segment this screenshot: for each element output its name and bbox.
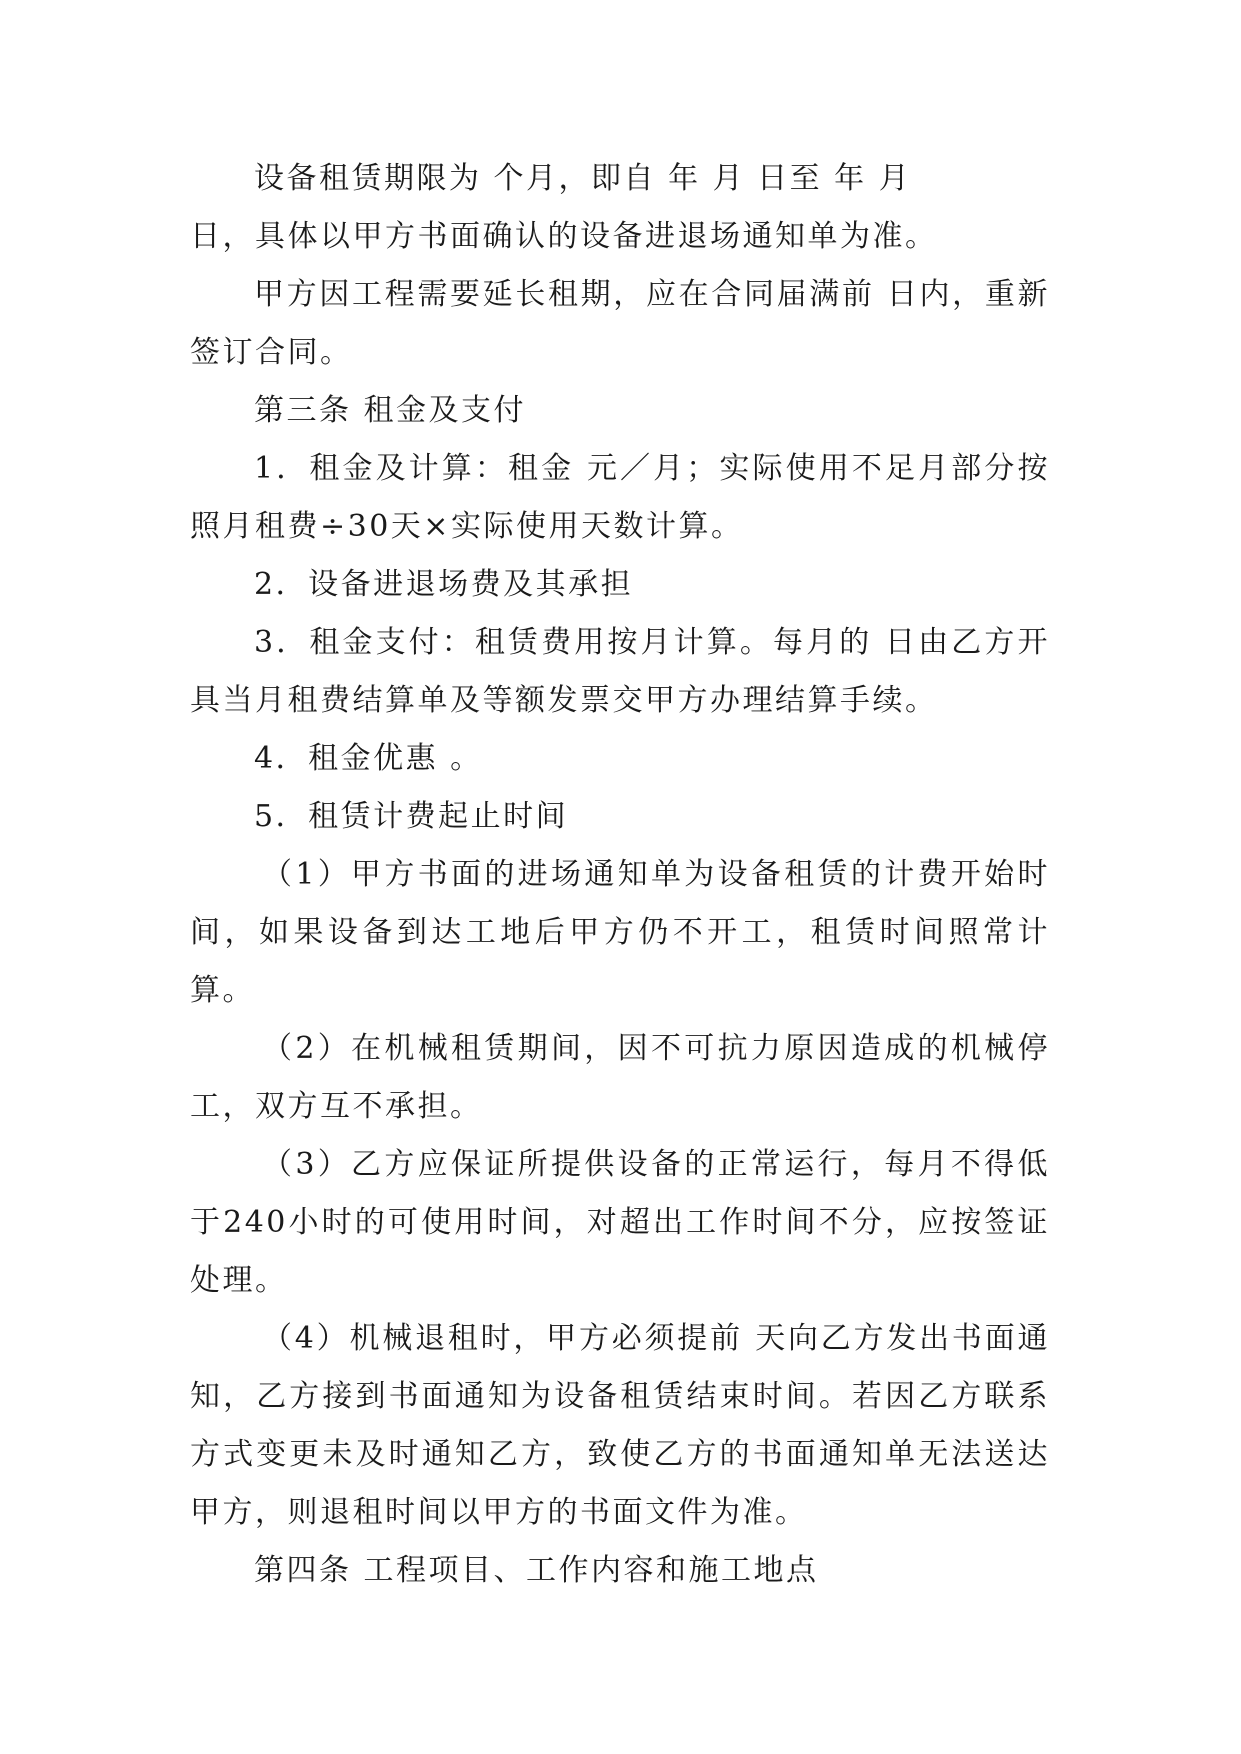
extension-paragraph: 甲方因工程需要延长租期，应在合同届满前 日内，重新签订合同。 <box>190 277 1050 370</box>
rent-discount-item: 4．租金优惠 。 <box>254 741 483 776</box>
article-4-heading: 第四条 工程项目、工作内容和施工地点 <box>254 1553 819 1588</box>
billing-subitem-1: （1）甲方书面的进场通知单为设备租赁的计费开始时间，如果设备到达工地后甲方仍不开工，租赁时间照常计算。 <box>190 857 1050 1008</box>
rental-term-continuation: 日，具体以甲方书面确认的设备进退场通知单为准。 <box>190 219 938 254</box>
billing-subitem-2: （2）在机械租赁期间，因不可抗力原因造成的机械停工，双方互不承担。 <box>190 1031 1050 1124</box>
article-3-heading: 第三条 租金及支付 <box>254 393 527 428</box>
billing-subitem-4: （4）机械退租时，甲方必须提前 天向乙方发出书面通知，乙方接到书面通知为设备租赁结束时间。若因乙方联系方式变更未及时通知乙方，致使乙方的书面通知单无法送达甲方，则退租时间以甲方的书面文件为准。 <box>190 1321 1050 1530</box>
rental-term-paragraph: 设备租赁期限为 个月，即自 年 月 日至 年 月 <box>254 161 912 196</box>
billing-period-item: 5．租赁计费起止时间 <box>254 799 569 834</box>
entry-exit-fee-item: 2．设备进退场费及其承担 <box>254 567 634 602</box>
document-body <box>190 150 1050 1600</box>
rent-payment-item: 3．租金支付：租赁费用按月计算。每月的 日由乙方开具当月租费结算单及等额发票交甲方办理结算手续。 <box>190 625 1050 718</box>
billing-subitem-3: （3）乙方应保证所提供设备的正常运行，每月不得低于240小时的可使用时间，对超出工作时间不分，应按签证处理。 <box>190 1147 1050 1298</box>
rent-calculation-item: 1．租金及计算：租金 元／月；实际使用不足月部分按照月租费÷30天×实际使用天数计算。 <box>190 451 1050 544</box>
